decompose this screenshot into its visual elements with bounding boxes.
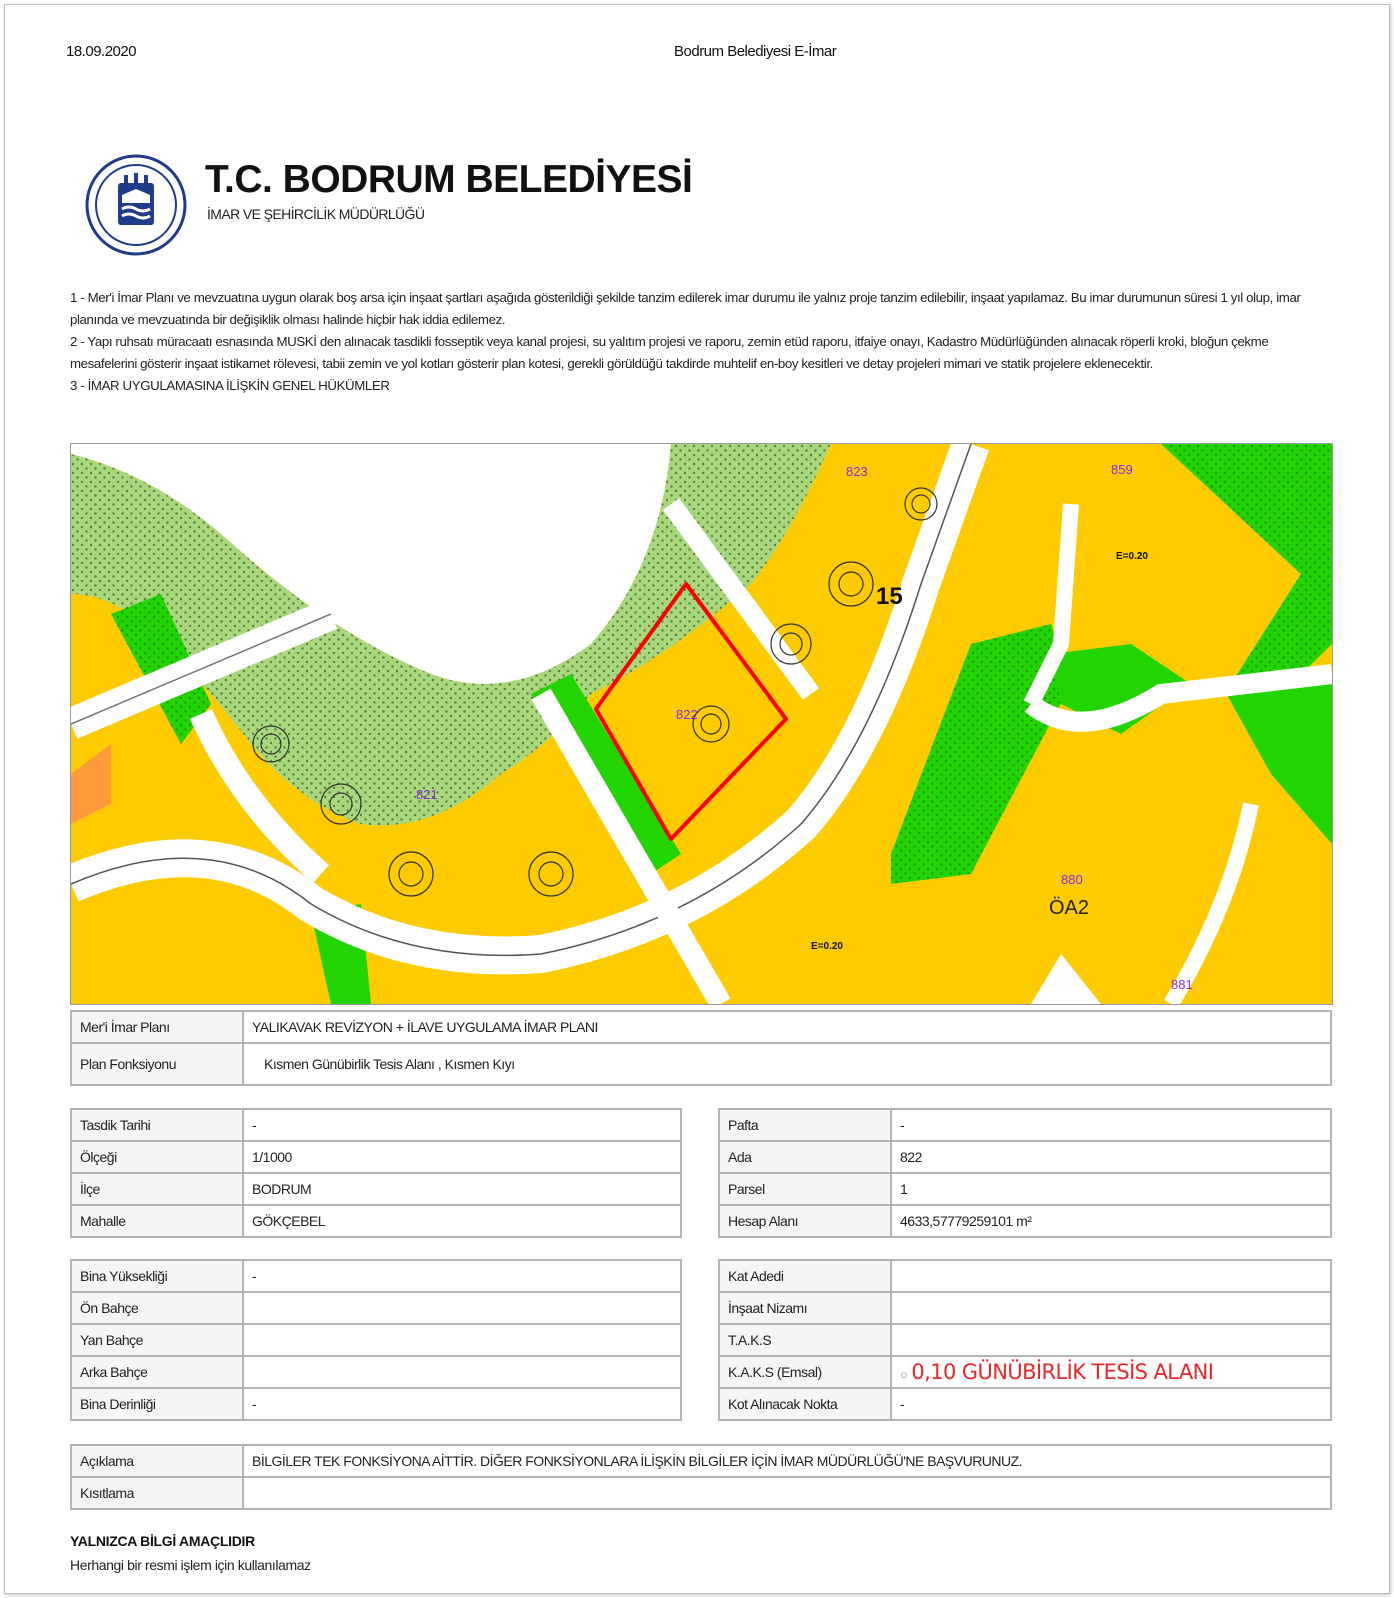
disclaimer-title: YALNIZCA BİLGİ AMAÇLIDIR bbox=[70, 1533, 255, 1549]
table-row bbox=[71, 1445, 1331, 1477]
details-right-table bbox=[718, 1108, 1332, 1238]
building-value: - bbox=[891, 1388, 1331, 1420]
detail-label: Hesap Alanı bbox=[719, 1205, 891, 1237]
table-row bbox=[71, 1356, 681, 1388]
table-row bbox=[719, 1141, 1331, 1173]
table-row bbox=[71, 1292, 681, 1324]
map-parcel-label: 822 bbox=[676, 707, 698, 722]
kaks-cell bbox=[891, 1356, 1331, 1388]
building-label: Arka Bahçe bbox=[71, 1356, 243, 1388]
table-row bbox=[71, 1141, 681, 1173]
table-row bbox=[719, 1324, 1331, 1356]
remark-label: Kısıtlama bbox=[71, 1477, 243, 1509]
building-left-table bbox=[70, 1259, 682, 1421]
building-value bbox=[891, 1260, 1331, 1292]
detail-label: Pafta bbox=[719, 1109, 891, 1141]
table-row bbox=[719, 1109, 1331, 1141]
print-date: 18.09.2020 bbox=[66, 43, 137, 60]
map-parcel-label: 821 bbox=[416, 787, 438, 802]
table-row bbox=[719, 1388, 1331, 1420]
detail-label: İlçe bbox=[71, 1173, 243, 1205]
detail-value: 4633,57779259101 m² bbox=[891, 1205, 1331, 1237]
remark-label: Açıklama bbox=[71, 1445, 243, 1477]
remarks-table bbox=[70, 1444, 1332, 1510]
detail-label: Tasdik Tarihi bbox=[71, 1109, 243, 1141]
plan-value: YALIKAVAK REVİZYON + İLAVE UYGULAMA İMAR PLANI bbox=[243, 1011, 1331, 1043]
notes-block bbox=[70, 287, 1332, 397]
detail-label: Parsel bbox=[719, 1173, 891, 1205]
building-value: - bbox=[243, 1388, 681, 1420]
building-value bbox=[891, 1292, 1331, 1324]
detail-value: 1/1000 bbox=[243, 1141, 681, 1173]
table-row bbox=[719, 1292, 1331, 1324]
building-value: - bbox=[243, 1260, 681, 1292]
detail-value: - bbox=[243, 1109, 681, 1141]
map-parcel-label: 881 bbox=[1171, 977, 1193, 992]
plan-label: Mer'i İmar Planı bbox=[71, 1011, 243, 1043]
building-label: T.A.K.S bbox=[719, 1324, 891, 1356]
map-zone-label: ÖA2 bbox=[1049, 897, 1090, 919]
table-row bbox=[719, 1260, 1331, 1292]
plan-table bbox=[70, 1010, 1332, 1086]
remark-value: BİLGİLER TEK FONKSİYONA AİTTİR. DİĞER FONKSİYONLARA İLİŞKİN BİLGİLER İÇİN İMAR MÜDÜRLÜĞÜ'NE BAŞVURUNUZ. bbox=[243, 1445, 1331, 1477]
building-label: Yan Bahçe bbox=[71, 1324, 243, 1356]
detail-value: BODRUM bbox=[243, 1173, 681, 1205]
building-label: Ön Bahçe bbox=[71, 1292, 243, 1324]
building-label: Kat Adedi bbox=[719, 1260, 891, 1292]
building-label: Bina Derinliği bbox=[71, 1388, 243, 1420]
table-row bbox=[71, 1477, 1331, 1509]
building-value bbox=[243, 1292, 681, 1324]
municipality-seal-icon bbox=[84, 153, 188, 257]
table-row bbox=[719, 1356, 1331, 1388]
zoning-map[interactable] bbox=[70, 443, 1333, 1005]
table-row bbox=[71, 1388, 681, 1420]
building-label: Bina Yüksekliği bbox=[71, 1260, 243, 1292]
note-item: 3 - İMAR UYGULAMASINA İLİŞKİN GENEL HÜKÜMLER bbox=[70, 378, 390, 393]
map-emsal-label: E=0.20 bbox=[811, 941, 843, 952]
map-emsal-label: E=0.20 bbox=[1116, 551, 1148, 562]
table-row bbox=[71, 1043, 1331, 1085]
print-title: Bodrum Belediyesi E-İmar bbox=[674, 43, 837, 60]
plan-value: Kısmen Günübirlik Tesis Alanı , Kısmen Kıyı bbox=[243, 1043, 1331, 1085]
table-row bbox=[71, 1324, 681, 1356]
building-right-table bbox=[718, 1259, 1332, 1421]
detail-label: Ölçeği bbox=[71, 1141, 243, 1173]
table-row bbox=[71, 1260, 681, 1292]
table-row bbox=[71, 1173, 681, 1205]
remark-value bbox=[243, 1477, 1331, 1509]
table-row bbox=[71, 1205, 681, 1237]
building-value bbox=[243, 1324, 681, 1356]
details-left-table bbox=[70, 1108, 682, 1238]
department-name: İMAR VE ŞEHİRCİLİK MÜDÜRLÜĞÜ bbox=[207, 206, 425, 222]
building-label: İnşaat Nizamı bbox=[719, 1292, 891, 1324]
disclaimer-text: Herhangi bir resmi işlem için kullanılamaz bbox=[70, 1557, 311, 1573]
kaks-value: 0,10 GÜNÜBİRLİK TESİS ALANI bbox=[911, 1360, 1214, 1384]
map-parcel-label: 859 bbox=[1111, 462, 1133, 477]
detail-label: Ada bbox=[719, 1141, 891, 1173]
detail-value: 822 bbox=[891, 1141, 1331, 1173]
note-item: 2 - Yapı ruhsatı müracaatı esnasında MUSKİ den alınacak tasdikli fosseptik veya kanal projesi, su yalıtım projesi ve raporu, zemin etüd raporu, itfaiye onayı, Kadastro Müdürlüğünden alınacak röperli kroki, bloğun çekme mesafelerini gösterir inşaat istikamet rölevesi, tabii zemin ve yol kotları gösterir plan kotesi, gerekli görüldüğü takdirde muhtelif en-boy kesitleri ve detay projeleri mimari ve statik projelere eklenecektir. bbox=[70, 334, 1269, 371]
building-value bbox=[243, 1356, 681, 1388]
building-label: K.A.K.S (Emsal) bbox=[719, 1356, 891, 1388]
building-label: Kot Alınacak Nokta bbox=[719, 1388, 891, 1420]
table-row bbox=[719, 1173, 1331, 1205]
detail-value: GÖKÇEBEL bbox=[243, 1205, 681, 1237]
map-parcel-label: 823 bbox=[846, 464, 868, 479]
note-item: 1 - Mer'i İmar Planı ve mevzuatına uygun olarak boş arsa için inşaat şartları aşağıda gösterildiği şekilde tanzim edilerek imar durumu ile yalnız proje tanzim edilebilir, inşaat yapılamaz. Bu imar durumunun süresi 1 yıl olup, imar planında ve mevzuatında bir değişiklik olması halinde hiçbir hak iddia edilemez. bbox=[70, 290, 1301, 327]
building-value bbox=[891, 1324, 1331, 1356]
table-row bbox=[71, 1011, 1331, 1043]
plan-label: Plan Fonksiyonu bbox=[71, 1043, 243, 1085]
table-row bbox=[719, 1205, 1331, 1237]
table-row bbox=[71, 1109, 681, 1141]
map-road-width-label: 15 bbox=[876, 583, 903, 610]
detail-label: Mahalle bbox=[71, 1205, 243, 1237]
detail-value: - bbox=[891, 1109, 1331, 1141]
map-parcel-label: 880 bbox=[1061, 872, 1083, 887]
detail-value: 1 bbox=[891, 1173, 1331, 1205]
radio-dot-icon: ○ bbox=[900, 1367, 908, 1382]
organization-name: T.C. BODRUM BELEDİYESİ bbox=[205, 158, 693, 201]
